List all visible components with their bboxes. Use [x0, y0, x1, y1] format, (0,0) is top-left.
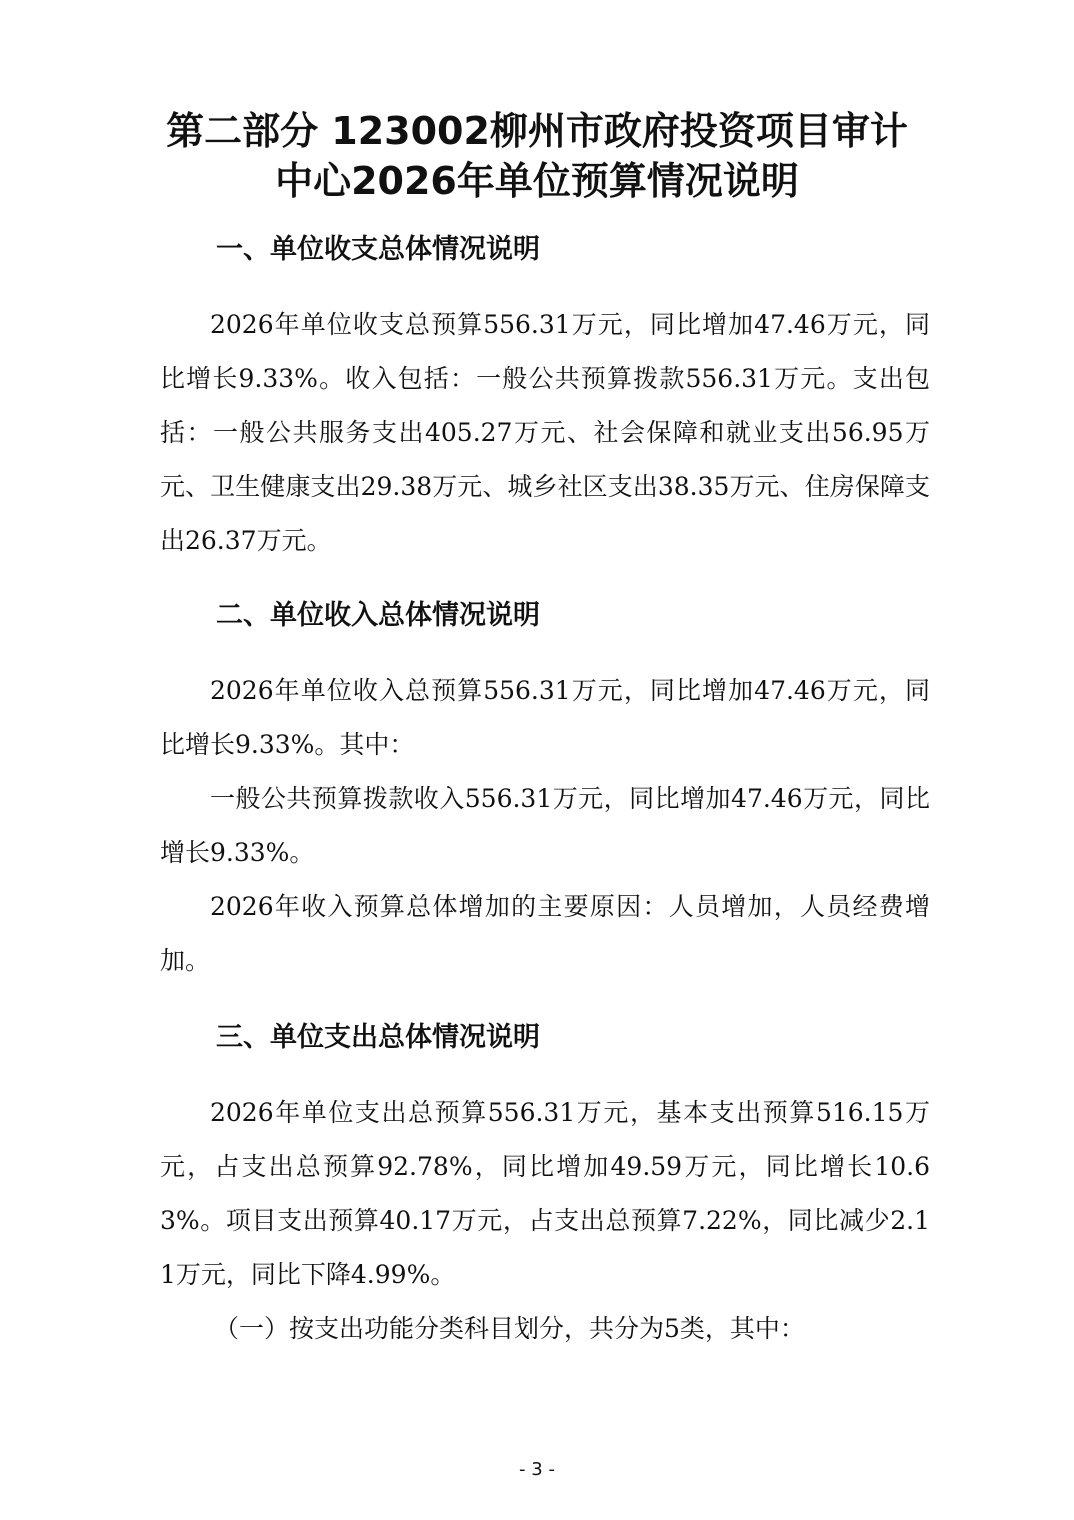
- title-line-1: 第二部分 123002柳州市政府投资项目审计: [166, 109, 908, 153]
- section-3-paragraph-2: （一）按支出功能分类科目划分，共分为5类，其中：: [214, 1314, 805, 1343]
- section-2-paragraph-3: 2026年收入预算总体增加的主要原因：人员增加，人员经费增加。: [160, 892, 930, 975]
- section-heading-2: 二、单位收入总体情况说明: [216, 600, 540, 631]
- section-2-paragraph-2: 一般公共预算拨款收入556.31万元，同比增加47.46万元，同比增长9.33%。: [160, 784, 930, 867]
- section-2-paragraph-1: 2026年单位收入总预算556.31万元，同比增加47.46万元，同比增长9.33%。其中：: [160, 676, 930, 759]
- section-heading-1: 一、单位收支总体情况说明: [216, 234, 540, 265]
- section-1-paragraph-1: 2026年单位收支总预算556.31万元，同比增加47.46万元，同比增长9.33%。收入包括：一般公共预算拨款556.31万元。支出包括：一般公共服务支出405.27万元、社会保障和就业支出56.95万元、卫生健康支出29.38万元、城乡社区支出38.35万元、住房保障支出26.37万元。: [160, 310, 930, 555]
- section-3-paragraph-1: 2026年单位支出总预算556.31万元，基本支出预算516.15万元，占支出总预算92.78%，同比增加49.59万元，同比增长10.63%。项目支出预算40.17万元，占支出总预算7.22%，同比减少2.11万元，同比下降4.99%。: [160, 1098, 930, 1289]
- page-number: - 3 -: [519, 1459, 555, 1480]
- document-title: [100, 106, 974, 206]
- title-line-2: 中心2026年单位预算情况说明: [275, 159, 799, 203]
- section-heading-3: 三、单位支出总体情况说明: [216, 1022, 540, 1053]
